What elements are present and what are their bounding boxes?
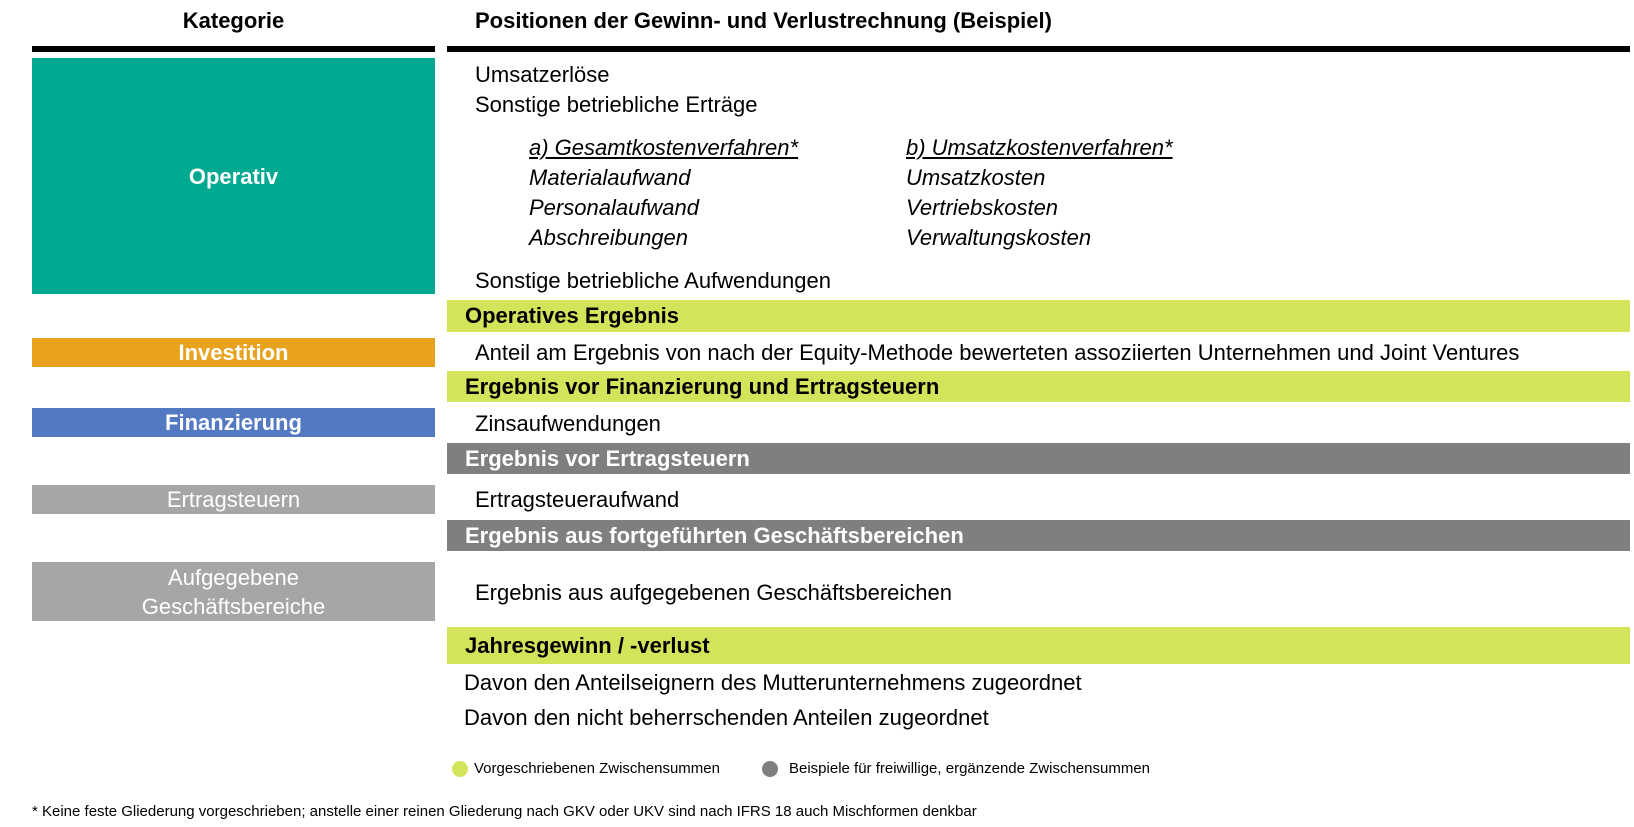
ukv-item-verwaltungskosten: Verwaltungskosten xyxy=(906,225,1092,250)
item-equity-anteil: Anteil am Ergebnis von nach der Equity-Methode bewerteten assoziierten Unternehmen und Joint Ventures xyxy=(475,340,1520,365)
item-umsatzerloese: Umsatzerlöse xyxy=(475,62,610,87)
subtotal-ergebnis-vor-finanzierung-label: Ergebnis vor Finanzierung und Ertragsteuern xyxy=(465,373,940,399)
category-column-header: Kategorie xyxy=(182,8,285,33)
footnote: * Keine feste Gliederung vorgeschrieben; anstelle einer reinen Gliederung nach GKV oder UKV sind nach IFRS 18 auch Mischformen denkbar xyxy=(32,803,977,820)
category-operativ-label: Operativ xyxy=(188,163,279,189)
subtotal-jahresgewinn-label: Jahresgewinn / -verlust xyxy=(465,632,710,658)
item-sonstige-aufwendungen: Sonstige betriebliche Aufwendungen xyxy=(475,268,831,293)
category-ertragsteuern xyxy=(32,485,435,514)
subtotal-ergebnis-vor-ertragsteuern xyxy=(447,443,1630,474)
subtotal-ergebnis-vor-finanzierung xyxy=(447,371,1630,402)
item-ertragsteueraufwand: Ertragsteueraufwand xyxy=(475,487,680,512)
item-davon-nicht-beherrschend: Davon den nicht beherrschenden Anteilen zugeordnet xyxy=(464,705,989,730)
category-finanzierung xyxy=(32,408,435,437)
positions-column-header: Positionen der Gewinn- und Verlustrechnung (Beispiel) xyxy=(475,8,1052,33)
subtotal-operatives-ergebnis xyxy=(447,300,1630,332)
category-operativ xyxy=(32,58,435,294)
subtotal-ergebnis-fortgefuehrt-label: Ergebnis aus fortgeführten Geschäftsbereichen xyxy=(465,522,964,548)
legend-optional-label: Beispiele für freiwillige, ergänzende Zwischensummen xyxy=(789,760,1151,777)
subtotal-ergebnis-vor-ertragsteuern-label: Ergebnis vor Ertragsteuern xyxy=(465,445,750,471)
category-aufgegebene-label-line2: Geschäftsbereiche xyxy=(141,593,326,619)
legend-required-label: Vorgeschriebenen Zwischensummen xyxy=(474,760,720,777)
category-header-rule xyxy=(32,46,435,52)
gkv-item-abschreibungen: Abschreibungen xyxy=(529,225,689,250)
legend-required-swatch-icon xyxy=(452,761,468,777)
ukv-item-umsatzkosten: Umsatzkosten xyxy=(906,165,1046,190)
subtotal-jahresgewinn xyxy=(447,627,1630,664)
gkv-title: a) Gesamtkostenverfahren* xyxy=(529,135,799,160)
ukv-item-vertriebskosten: Vertriebskosten xyxy=(906,195,1059,220)
category-investition xyxy=(32,338,435,367)
legend-optional-swatch-icon xyxy=(762,761,778,777)
item-sonstige-ertraege: Sonstige betriebliche Erträge xyxy=(475,92,758,117)
item-zinsaufwendungen: Zinsaufwendungen xyxy=(475,411,661,436)
ukv-title: b) Umsatzkostenverfahren* xyxy=(906,135,1173,160)
category-ertragsteuern-label: Ertragsteuern xyxy=(166,487,301,512)
gkv-item-personalaufwand: Personalaufwand xyxy=(529,195,700,220)
gkv-item-materialaufwand: Materialaufwand xyxy=(529,165,691,190)
subtotal-operatives-ergebnis-label: Operatives Ergebnis xyxy=(465,303,679,328)
positions-header-rule xyxy=(447,46,1630,52)
item-ergebnis-aufgegeben: Ergebnis aus aufgegebenen Geschäftsbereichen xyxy=(475,580,953,605)
category-aufgegebene-label-line1: Aufgegebene xyxy=(168,564,299,590)
subtotal-ergebnis-fortgefuehrt xyxy=(447,520,1630,551)
item-davon-mutter: Davon den Anteilseignern des Mutterunternehmens zugeordnet xyxy=(464,670,1082,695)
category-finanzierung-label: Finanzierung xyxy=(165,410,302,435)
category-aufgegebene-geschaeftsbereiche xyxy=(32,562,435,621)
category-investition-label: Investition xyxy=(178,340,289,365)
